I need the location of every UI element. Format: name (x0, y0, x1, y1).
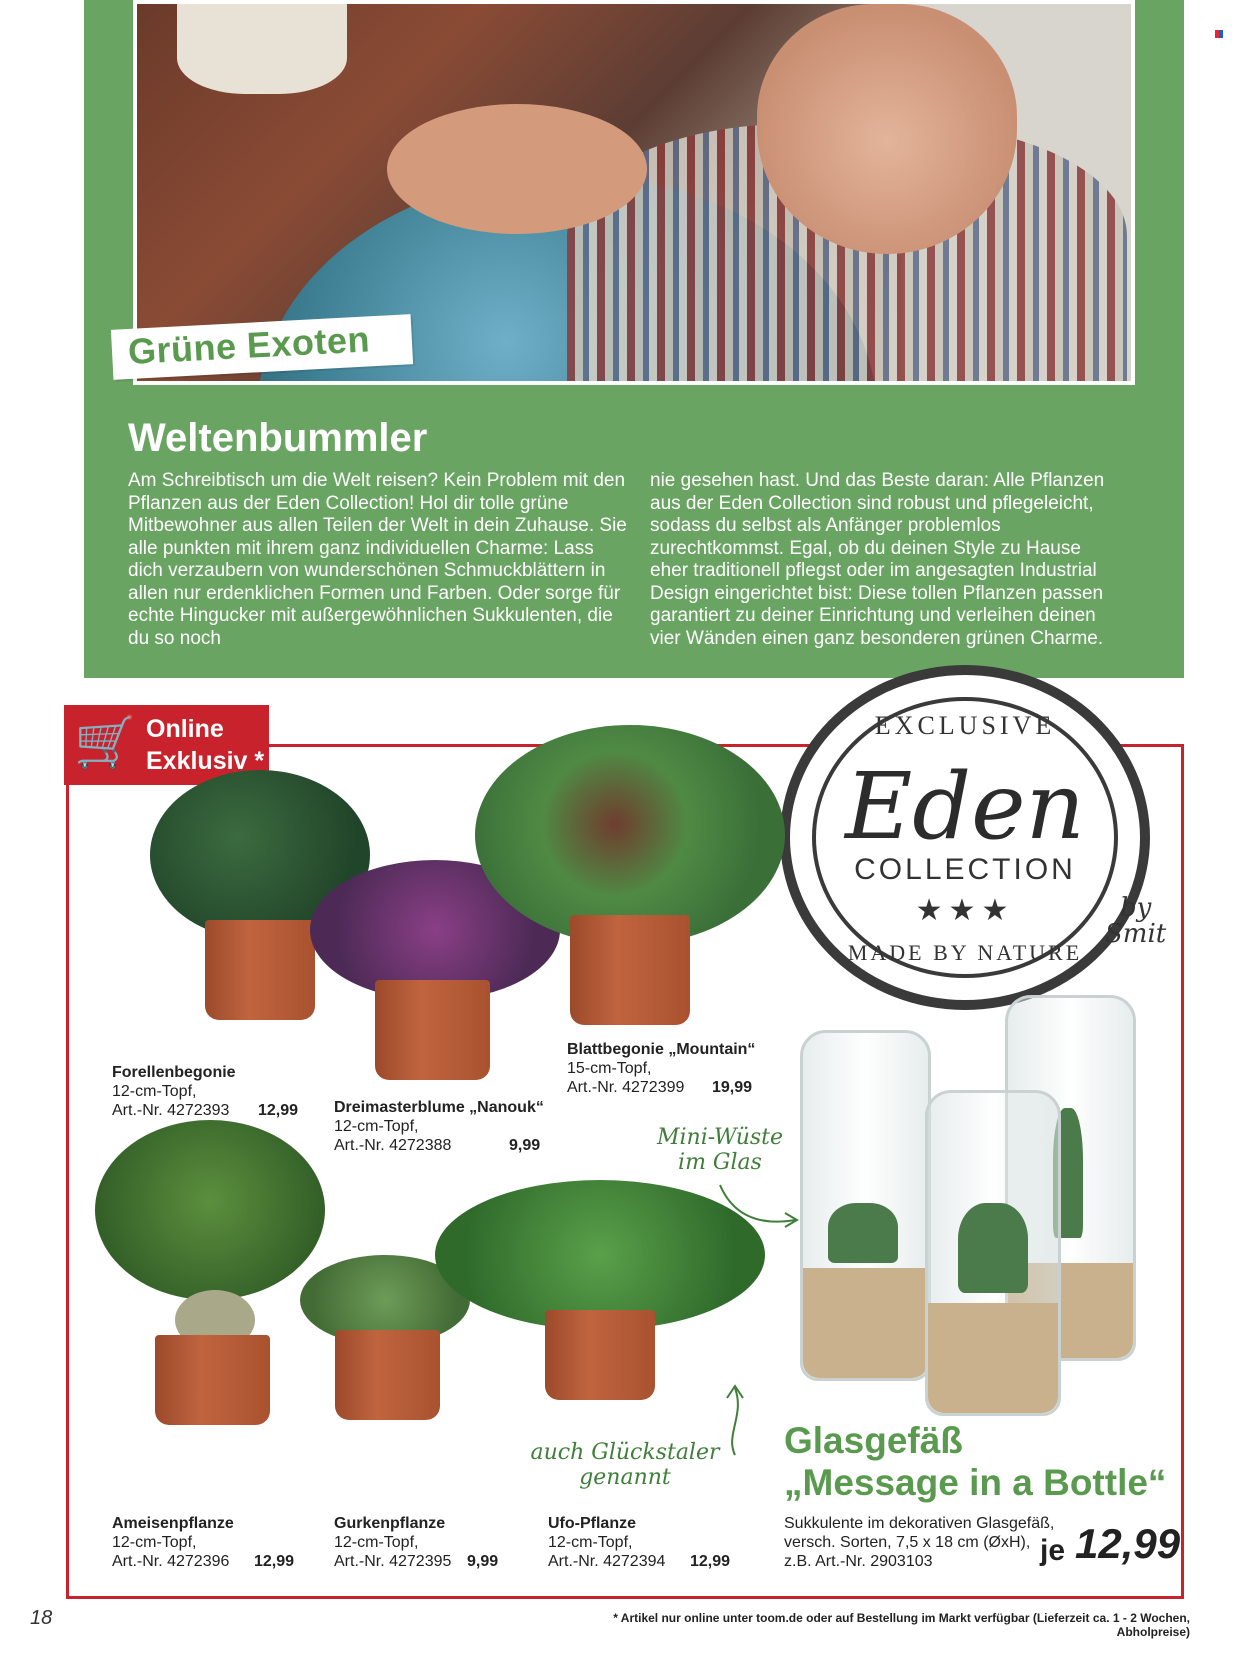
intro-headline: Weltenbummler (128, 416, 428, 460)
note-mini-wueste (655, 1125, 785, 1175)
glas-title-2: „Message in a Bottle“ (784, 1462, 1167, 1503)
glas-price: 12,99 (1075, 1520, 1181, 1567)
note-glueckstaler-line-2: genannt (579, 1465, 671, 1490)
stamp-stars: ★★★ (915, 894, 1015, 927)
product-price-2: 9,99 (509, 1137, 541, 1154)
product-price-1: 12,99 (258, 1102, 299, 1119)
product-pot-3: 15-cm-Topf, (567, 1060, 652, 1077)
product-pot-5: 12-cm-Topf, (334, 1534, 419, 1551)
eden-collection-stamp (780, 665, 1150, 1010)
hand-shape (387, 104, 647, 234)
plant-blattbegonie (475, 725, 785, 1035)
note-mini-wueste-line-2: im Glas (678, 1150, 762, 1175)
product-art-1: Art.-Nr. 4272393 (112, 1102, 230, 1119)
glas-title-1: Glasgefäß (784, 1420, 963, 1461)
page-number: 18 (30, 1607, 53, 1629)
note-glueckstaler-line-1: auch Glückstaler (530, 1440, 720, 1465)
glas-desc-1: Sukkulente im dekorativen Glasgefäß, (784, 1515, 1055, 1532)
product-name-1: Forellenbegonie (112, 1064, 236, 1081)
product-art-5: Art.-Nr. 4272395 (334, 1553, 452, 1570)
by-text: by (1119, 893, 1152, 923)
product-pot-2: 12-cm-Topf, (334, 1118, 419, 1135)
glass-jar-left (800, 1030, 931, 1381)
lamp-shape (177, 4, 347, 94)
badge-line-2: Exklusiv * (146, 747, 265, 775)
product-name-3: Blattbegonie „Mountain“ (567, 1041, 756, 1058)
smit-text: Smit (1105, 919, 1167, 949)
note-glueckstaler (525, 1440, 725, 1490)
product-art-3: Art.-Nr. 4272399 (567, 1079, 685, 1096)
stamp-made-by-nature: MADE BY NATURE (847, 940, 1083, 965)
footnote: * Artikel nur online unter toom.de oder auf Bestellung im Markt verfügbar (Lieferzeit ca. 1 - 2 Wochen, Abholpreise) (613, 1611, 1190, 1639)
product-pot-1: 12-cm-Topf, (112, 1083, 197, 1100)
section-banner-text: Grüne Exoten (126, 318, 371, 372)
product-name-6: Ufo-Pflanze (548, 1515, 636, 1532)
product-price-5: 9,99 (467, 1553, 499, 1570)
face-shape (757, 4, 1017, 254)
arrow-to-jar-icon (715, 1180, 805, 1240)
product-art-4: Art.-Nr. 4272396 (112, 1553, 230, 1570)
note-mini-wueste-line-1: Mini-Wüste (656, 1125, 784, 1150)
stamp-eden: Eden (845, 753, 1085, 860)
by-smit-signature (1105, 895, 1166, 947)
product-name-2: Dreimasterblume „Nanouk“ (334, 1099, 544, 1116)
intro-text-col-1: Am Schreibtisch um die Welt reisen? Kein Problem mit den Pflanzen aus der Eden Collection! Hol dir tolle grüne Mitbewohner aus allen Teilen der Welt in dein Zuhause. Sie alle punkten mit ihrem ganz individuellen Charme: Lass dich verzaubern von wunderschönen Schmuckblättern in allen nur erdenklichen Formen und Farben. Oder sorge für echte Hingucker mit außergewöhnlichen Sukkulenten, die du so noch (128, 470, 627, 649)
glas-desc-2: versch. Sorten, 7,5 x 18 cm (ØxH), (784, 1534, 1031, 1551)
product-name-5: Gurkenpflanze (334, 1515, 446, 1532)
product-art-2: Art.-Nr. 4272388 (334, 1137, 452, 1154)
product-name-4: Ameisenpflanze (112, 1515, 234, 1532)
plant-ameisenpflanze (95, 1120, 325, 1420)
stamp-collection: COLLECTION (854, 853, 1076, 886)
glas-desc-3: z.B. Art.-Nr. 2903103 (784, 1553, 933, 1570)
product-price-6: 12,99 (690, 1553, 731, 1570)
intro-text-col-2: nie gesehen hast. Und das Beste daran: Alle Pflanzen aus der Eden Collection sind robust und pflegeleicht, sodass du selbst als Anfänger problemlos zurechtkommst. Egal, ob du deinen Style zu Hause eher traditionell pflegst oder im angesagten Industrial Design eingerichtet bist: Diese tollen Pflanzen passen garantiert zu deiner Einrichtung und verleihen deinen vier Wänden einen ganz besonderen grünen Charme. (650, 470, 1105, 649)
stamp-exclusive: EXCLUSIVE (874, 711, 1056, 740)
arrow-to-ufo-icon (715, 1380, 755, 1460)
product-price-3: 19,99 (712, 1079, 753, 1096)
product-art-6: Art.-Nr. 4272394 (548, 1553, 666, 1570)
print-mark-icon (1215, 30, 1223, 38)
product-pot-4: 12-cm-Topf, (112, 1534, 197, 1551)
glas-price-je: je (1040, 1534, 1066, 1567)
product-pot-6: 12-cm-Topf, (548, 1534, 633, 1551)
glass-jar-middle (925, 1090, 1061, 1416)
cart-icon: 🛒 (74, 714, 137, 770)
product-price-4: 12,99 (254, 1553, 295, 1570)
badge-line-1: Online (146, 715, 224, 743)
